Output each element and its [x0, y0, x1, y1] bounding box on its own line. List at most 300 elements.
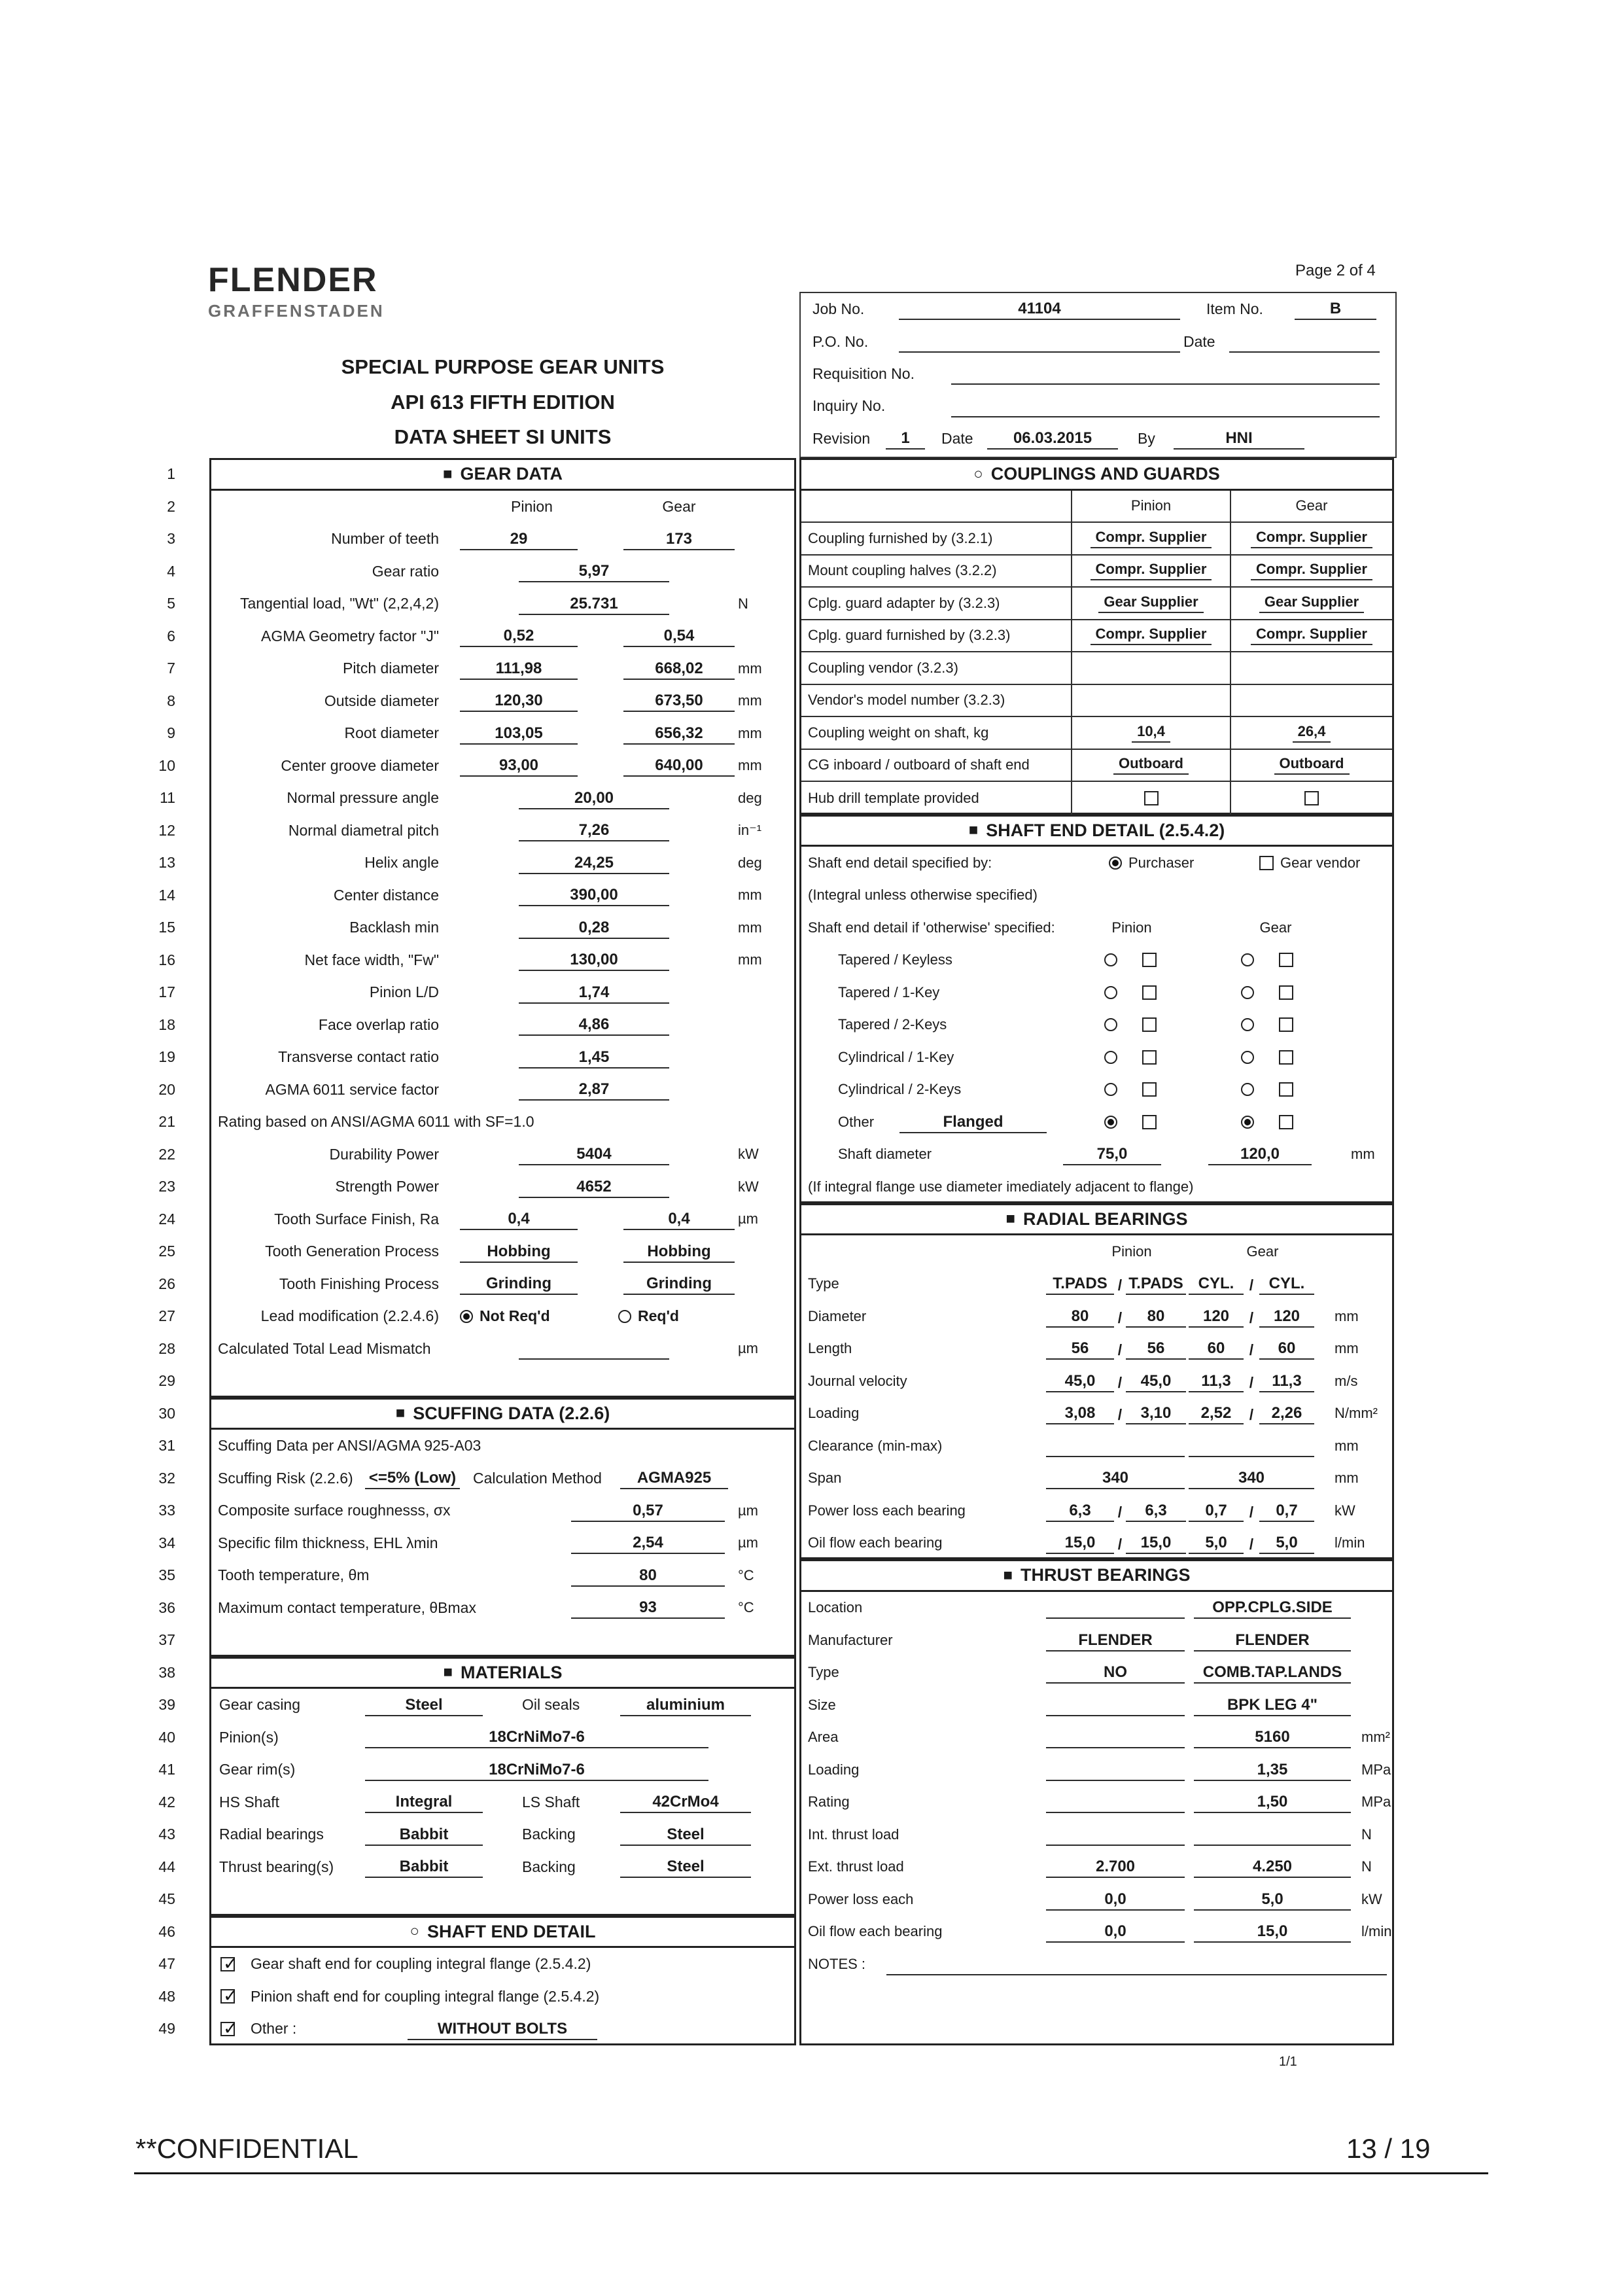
field-value: 4,86 [519, 1016, 669, 1036]
field-value: 42CrMo4 [620, 1793, 751, 1813]
field-label: Normal pressure angle [287, 789, 439, 806]
field-label: Type [808, 1275, 839, 1292]
field-label: Date [941, 429, 973, 447]
checkbox[interactable] [1142, 1082, 1157, 1097]
gear-column-header: Gear [1230, 491, 1392, 522]
field-label: Oil flow each bearing [808, 1534, 943, 1551]
form-row [211, 1171, 794, 1203]
gear-value: CYL. [1189, 1275, 1244, 1295]
row-number: 43 [158, 1826, 175, 1843]
field-label: Calculation Method [473, 1469, 602, 1487]
field-unit: kW [1335, 1502, 1355, 1519]
checkbox-option [1259, 847, 1360, 879]
field-label: Hub drill template provided [808, 789, 979, 806]
field-unit: mm [738, 692, 762, 709]
separator: / [1249, 1406, 1254, 1423]
form-row [211, 2013, 794, 2045]
radio-button[interactable] [1241, 1083, 1254, 1096]
section-body [799, 1592, 1394, 2069]
section-header [209, 1916, 796, 1949]
form-row [801, 1009, 1392, 1042]
pinion-value-cell [1071, 652, 1230, 684]
form-row [801, 1754, 1392, 1786]
section-body [209, 1689, 796, 1916]
radio-button[interactable] [1104, 1018, 1117, 1031]
form-row [801, 1398, 1392, 1430]
field-unit: mm [738, 887, 762, 904]
field-value: 1,45 [519, 1048, 669, 1069]
radio-button[interactable] [1241, 986, 1254, 999]
field-label: Length [808, 1340, 852, 1357]
section-title: RADIAL BEARINGS [1022, 1209, 1188, 1229]
option-label: Tapered / Keyless [838, 951, 952, 968]
section-bullet-icon: ○ [973, 465, 983, 483]
field-label: Number of teeth [331, 530, 439, 547]
checkbox[interactable] [1279, 1115, 1293, 1129]
checkbox[interactable] [1142, 1115, 1157, 1129]
checkbox[interactable] [1304, 791, 1319, 805]
section-body [209, 1430, 796, 1657]
field-label: Center groove diameter [281, 756, 439, 774]
form-row [801, 556, 1392, 588]
checkbox[interactable] [1142, 1050, 1157, 1065]
field-value: 1,74 [519, 983, 669, 1004]
form-row [801, 1235, 1392, 1268]
job-info-box [799, 292, 1397, 458]
section-radial-bearings [799, 1203, 1394, 1560]
radio-button[interactable] [1104, 1116, 1117, 1129]
row-number: 21 [158, 1113, 175, 1130]
field-label: P.O. No. [812, 332, 869, 350]
row-number: 38 [158, 1663, 175, 1681]
form-row [211, 652, 794, 685]
form-title-line3: DATA SHEET SI UNITS [394, 425, 612, 448]
pinion-value: 0,0 [1046, 1890, 1185, 1911]
section-shaft-end-detail-2-5-4-2 [799, 815, 1394, 1203]
checkbox[interactable] [1279, 1017, 1293, 1032]
field-unit: °C [738, 1599, 754, 1616]
form-row [211, 1559, 794, 1592]
pinion-value: 75,0 [1063, 1145, 1161, 1165]
radio-button[interactable] [460, 1310, 473, 1323]
pinion-value [1046, 1746, 1185, 1748]
form-row [801, 1851, 1392, 1884]
row-number: 26 [158, 1275, 175, 1292]
separator: / [1117, 1309, 1123, 1326]
form-row [211, 1722, 794, 1754]
pinion-value [1046, 1844, 1185, 1846]
checkbox[interactable] [1142, 985, 1157, 1000]
field-unit: kW [738, 1178, 759, 1195]
checkbox[interactable] [1142, 1017, 1157, 1032]
checkbox[interactable] [1144, 791, 1159, 805]
form-row [801, 491, 1392, 523]
row-number: 12 [158, 821, 175, 839]
radio-button[interactable] [1104, 1051, 1117, 1064]
form-row [801, 1883, 1392, 1916]
gear-value-cell [1230, 652, 1392, 684]
form-row [801, 1818, 1392, 1851]
radio-button[interactable] [1109, 857, 1122, 870]
cell-value: Compr. Supplier [1091, 561, 1212, 580]
row-number: 6 [167, 627, 175, 645]
radio-label: Req'd [638, 1307, 679, 1325]
pinion-value: 103,05 [460, 724, 578, 745]
field-label: Manufacturer [808, 1631, 893, 1648]
section-materials [209, 1657, 796, 1916]
option-label: Tapered / 2-Keys [838, 1016, 947, 1033]
radio-button[interactable] [1104, 986, 1117, 999]
pinion-value-cell [1071, 588, 1230, 619]
gear-value-cell [1230, 523, 1392, 554]
field-label: Helix angle [364, 854, 439, 871]
section-bullet-icon: ■ [1005, 1210, 1015, 1228]
row-number: 7 [167, 660, 175, 677]
field-value: 06.03.2015 [987, 429, 1118, 450]
field-label: Radial bearings [219, 1826, 324, 1843]
field-label: Ext. thrust load [808, 1858, 904, 1875]
field-label: Shaft diameter [838, 1146, 932, 1163]
radio-button[interactable] [618, 1310, 631, 1323]
field-label: Pitch diameter [342, 660, 439, 677]
field-label: Other [838, 1113, 875, 1130]
field-value: 1 [886, 429, 925, 450]
static-text: Rating based on ANSI/AGMA 6011 with SF=1.0 [218, 1113, 534, 1131]
form-row [801, 1916, 1392, 1949]
field-label: Pinion L/D [369, 983, 439, 1000]
gear-value: CYL. [1259, 1275, 1314, 1295]
gear-value: 11,3 [1259, 1372, 1314, 1392]
cell-value: Gear Supplier [1098, 593, 1203, 613]
field-label: Coupling weight on shaft, kg [808, 724, 989, 741]
field-label: Composite surface roughnesss, σx [218, 1502, 451, 1519]
separator: / [1117, 1503, 1123, 1521]
form-row [801, 1106, 1392, 1139]
field-value [951, 383, 1380, 385]
field-label: Scuffing Risk (2.2.6) [218, 1469, 353, 1487]
gear-value: 5,0 [1189, 1534, 1244, 1554]
field-label: Vendor's model number (3.2.3) [808, 692, 1005, 709]
field-label: Rating [808, 1793, 850, 1810]
gear-value: 0,7 [1189, 1502, 1244, 1522]
radio-option [1109, 847, 1194, 879]
radio-option [460, 1300, 550, 1333]
row-number: 4 [167, 562, 175, 580]
pinion-value: 6,3 [1126, 1502, 1186, 1522]
option-label: Cylindrical / 1-Key [838, 1048, 954, 1065]
field-value: AGMA925 [620, 1469, 728, 1489]
field-value: 80 [571, 1566, 725, 1587]
separator: / [1117, 1536, 1123, 1553]
form-row [211, 1333, 794, 1366]
row-number: 33 [158, 1502, 175, 1519]
section-title: THRUST BEARINGS [1020, 1565, 1191, 1585]
form-row [801, 1171, 1392, 1203]
row-number: 3 [167, 530, 175, 547]
section-title: MATERIALS [461, 1662, 563, 1682]
gear-value: 2,52 [1189, 1404, 1244, 1424]
gear-value: 340 [1189, 1469, 1314, 1489]
field-value: 24,25 [519, 854, 669, 874]
pinion-value: 0,52 [460, 627, 578, 647]
radio-button[interactable] [1241, 1051, 1254, 1064]
pinion-value [1046, 1779, 1185, 1781]
row-number: 25 [158, 1243, 175, 1260]
row-number: 2 [167, 497, 175, 515]
row-number: 16 [158, 951, 175, 968]
field-label: Tooth Finishing Process [279, 1275, 439, 1292]
field-label: Type [808, 1664, 839, 1681]
field-label: Location [808, 1599, 863, 1616]
separator: / [1249, 1373, 1254, 1391]
field-value: 0,28 [519, 919, 669, 939]
field-value [1229, 351, 1380, 353]
pinion-column-header: Pinion [1071, 491, 1230, 522]
gear-value: 656,32 [623, 724, 735, 745]
form-row [801, 1365, 1392, 1398]
field-unit: deg [738, 789, 762, 806]
field-unit: mm [738, 951, 762, 968]
row-number: 20 [158, 1080, 175, 1098]
section-title: SCUFFING DATA (2.2.6) [413, 1403, 610, 1423]
row-number: 11 [160, 789, 175, 806]
separator: / [1117, 1341, 1123, 1358]
field-unit: mm [1335, 1307, 1359, 1324]
radio-button[interactable] [1241, 1018, 1254, 1031]
gear-value-cell [1230, 750, 1392, 781]
gear-value-cell [1230, 782, 1392, 815]
row-number: 39 [158, 1696, 175, 1713]
field-value: HNI [1174, 429, 1304, 450]
form-row [211, 1041, 794, 1074]
row-number: 46 [158, 1922, 175, 1940]
note-text: (If integral flange use diameter imediately adjacent to flange) [808, 1178, 1194, 1195]
form-row [211, 1851, 794, 1884]
field-value: 390,00 [519, 886, 669, 906]
field-value: 41104 [899, 300, 1180, 320]
row-number: 28 [158, 1339, 175, 1357]
gear-column-header: Gear [1259, 919, 1292, 936]
form-row [211, 717, 794, 750]
field-unit: mm [738, 919, 762, 936]
form-row [801, 879, 1392, 912]
gear-value: 673,50 [623, 692, 735, 712]
pinion-value: 15,0 [1126, 1534, 1186, 1554]
row-number: 41 [158, 1761, 175, 1778]
field-label: Span [808, 1470, 842, 1487]
section-scuffing-data-2-2-6 [209, 1398, 796, 1657]
cell-value: Compr. Supplier [1091, 626, 1212, 645]
field-value: Steel [620, 1826, 751, 1846]
field-label: CG inboard / outboard of shaft end [808, 756, 1030, 773]
field-label: Pinion(s) [219, 1728, 279, 1746]
checkbox[interactable] [1279, 1082, 1293, 1097]
radio-button[interactable] [1104, 1083, 1117, 1096]
pinion-value: Grinding [460, 1275, 578, 1295]
logo-graffenstaden-text: GRAFFENSTADEN [208, 301, 385, 321]
cell-value: Gear Supplier [1259, 593, 1364, 613]
field-unit: µm [738, 1534, 759, 1551]
radio-button[interactable] [1241, 953, 1254, 966]
pinion-value: 93,00 [460, 756, 578, 777]
form-row [801, 1722, 1392, 1754]
field-label: Mount coupling halves (3.2.2) [808, 562, 997, 579]
form-row [211, 1074, 794, 1106]
form-row [801, 1948, 1392, 1981]
row-number: 15 [158, 919, 175, 936]
option-label: Cylindrical / 2-Keys [838, 1081, 962, 1098]
pinion-value: 56 [1126, 1339, 1186, 1360]
checkbox[interactable] [220, 1989, 235, 2004]
field-label: Inquiry No. [812, 397, 886, 415]
radio-button[interactable] [1241, 1116, 1254, 1129]
checkbox[interactable] [1279, 1050, 1293, 1065]
gear-value-cell [1230, 620, 1392, 652]
form-row [211, 491, 794, 523]
row-number: 14 [158, 886, 175, 904]
checkbox[interactable] [1279, 985, 1293, 1000]
gear-column-header: Gear [662, 497, 696, 515]
field-unit: kW [1361, 1890, 1382, 1907]
field-unit: mm [738, 660, 762, 677]
gear-value: 5,0 [1194, 1890, 1351, 1911]
checkbox[interactable] [1279, 953, 1293, 967]
field-unit: mm [1335, 1437, 1359, 1454]
form-row [801, 1300, 1392, 1333]
form-row [211, 556, 794, 588]
checkbox[interactable] [1142, 953, 1157, 967]
gear-column-header: Gear [1246, 1243, 1279, 1260]
row-number: 23 [158, 1178, 175, 1195]
section-bullet-icon: ○ [410, 1922, 419, 1941]
section-header [799, 815, 1394, 847]
field-label: Specific film thickness, EHL λmin [218, 1534, 438, 1551]
field-label: LS Shaft [522, 1793, 580, 1810]
job-box-row [801, 423, 1395, 455]
field-label: Cplg. guard furnished by (3.2.3) [808, 627, 1011, 644]
pinion-value: NO [1046, 1663, 1185, 1684]
checkbox[interactable] [1259, 856, 1274, 870]
field-label: Maximum contact temperature, θBmax [218, 1598, 476, 1616]
field-label: Center distance [333, 886, 439, 904]
row-number: 32 [158, 1469, 175, 1487]
field-label: By [1138, 429, 1155, 447]
pinion-value-cell [1071, 717, 1230, 749]
pinion-value: 29 [460, 530, 578, 550]
checkbox[interactable] [220, 2022, 235, 2036]
section-bullet-icon: ■ [1003, 1566, 1013, 1584]
job-box-row [801, 390, 1395, 422]
row-number: 13 [158, 854, 175, 871]
form-row [211, 911, 794, 944]
radio-label: Not Req'd [480, 1307, 550, 1325]
form-row [801, 652, 1392, 685]
form-row [211, 1786, 794, 1819]
gear-value: 668,02 [623, 660, 735, 680]
field-label: Oil flow each bearing [808, 1923, 943, 1940]
gear-value: 120,0 [1208, 1145, 1312, 1165]
field-value: 18CrNiMo7-6 [365, 1761, 708, 1781]
radio-label: Purchaser [1128, 854, 1195, 871]
form-row [801, 588, 1392, 620]
checkbox[interactable] [220, 1957, 235, 1971]
field-label: Coupling furnished by (3.2.1) [808, 529, 993, 546]
field-label: Face overlap ratio [318, 1016, 439, 1033]
pinion-column-header: Pinion [1111, 919, 1152, 936]
row-number: 8 [167, 692, 175, 709]
sheet-page-note: 1/1 [1279, 2055, 1297, 2069]
field-label: Net face width, "Fw" [304, 951, 439, 968]
field-value: 20,00 [519, 789, 669, 809]
pinion-value [1046, 1455, 1185, 1457]
row-number: 34 [158, 1534, 175, 1551]
job-box-row [801, 325, 1395, 357]
gear-value-cell [1230, 717, 1392, 749]
form-row [801, 750, 1392, 783]
form-row [801, 1592, 1392, 1625]
row-number: 36 [158, 1598, 175, 1616]
field-value: Integral [365, 1793, 483, 1813]
row-number: 45 [158, 1890, 175, 1907]
form-row [801, 523, 1392, 556]
field-label: Transverse contact ratio [278, 1048, 439, 1065]
pinion-value-cell [1071, 556, 1230, 587]
pinion-value: 120,30 [460, 692, 578, 712]
field-label: Cplg. guard adapter by (3.2.3) [808, 594, 1000, 611]
field-label: Gear casing [219, 1696, 301, 1714]
field-label: Calculated Total Lead Mismatch [218, 1339, 431, 1357]
pinion-value: 6,3 [1046, 1502, 1114, 1522]
section-thrust-bearings [799, 1559, 1394, 2069]
gear-value: 5160 [1194, 1728, 1351, 1748]
row-number-column [140, 458, 175, 2045]
section-bullet-icon: ■ [443, 1663, 453, 1682]
field-label: Normal diametral pitch [288, 821, 439, 839]
field-unit: in⁻¹ [738, 822, 762, 839]
page-number-label: Page 2 of 4 [1295, 262, 1376, 279]
field-unit: MPa [1361, 1761, 1391, 1778]
section-title: GEAR DATA [460, 464, 563, 484]
radio-button[interactable] [1104, 953, 1117, 966]
gear-value: 5,0 [1259, 1534, 1314, 1554]
gear-value: BPK LEG 4" [1194, 1696, 1351, 1716]
field-value: WITHOUT BOLTS [408, 2020, 597, 2040]
row-number: 44 [158, 1858, 175, 1875]
row-number: 10 [158, 756, 175, 774]
field-label: Backing [522, 1858, 576, 1875]
gear-value-cell [1230, 685, 1392, 716]
field-unit: µm [738, 1210, 759, 1227]
cell-value: Outboard [1274, 755, 1350, 775]
field-label: Power loss each [808, 1890, 914, 1907]
section-title: SHAFT END DETAIL (2.5.4.2) [986, 820, 1225, 840]
row-number: 29 [158, 1372, 175, 1389]
field-unit: mm [738, 757, 762, 774]
separator: / [1249, 1503, 1254, 1521]
field-label: Backing [522, 1826, 576, 1843]
field-value [951, 415, 1380, 417]
field-label: Requisition No. [812, 364, 915, 382]
field-label: Area [808, 1729, 839, 1746]
section-body [799, 491, 1394, 815]
pinion-value: 3,08 [1046, 1404, 1114, 1424]
section-title: SHAFT END DETAIL [427, 1921, 596, 1941]
form-row [211, 782, 794, 815]
field-label: Size [808, 1696, 836, 1713]
section-header [799, 458, 1394, 491]
form-row [211, 1981, 794, 2013]
row-number: 47 [158, 1955, 175, 1972]
